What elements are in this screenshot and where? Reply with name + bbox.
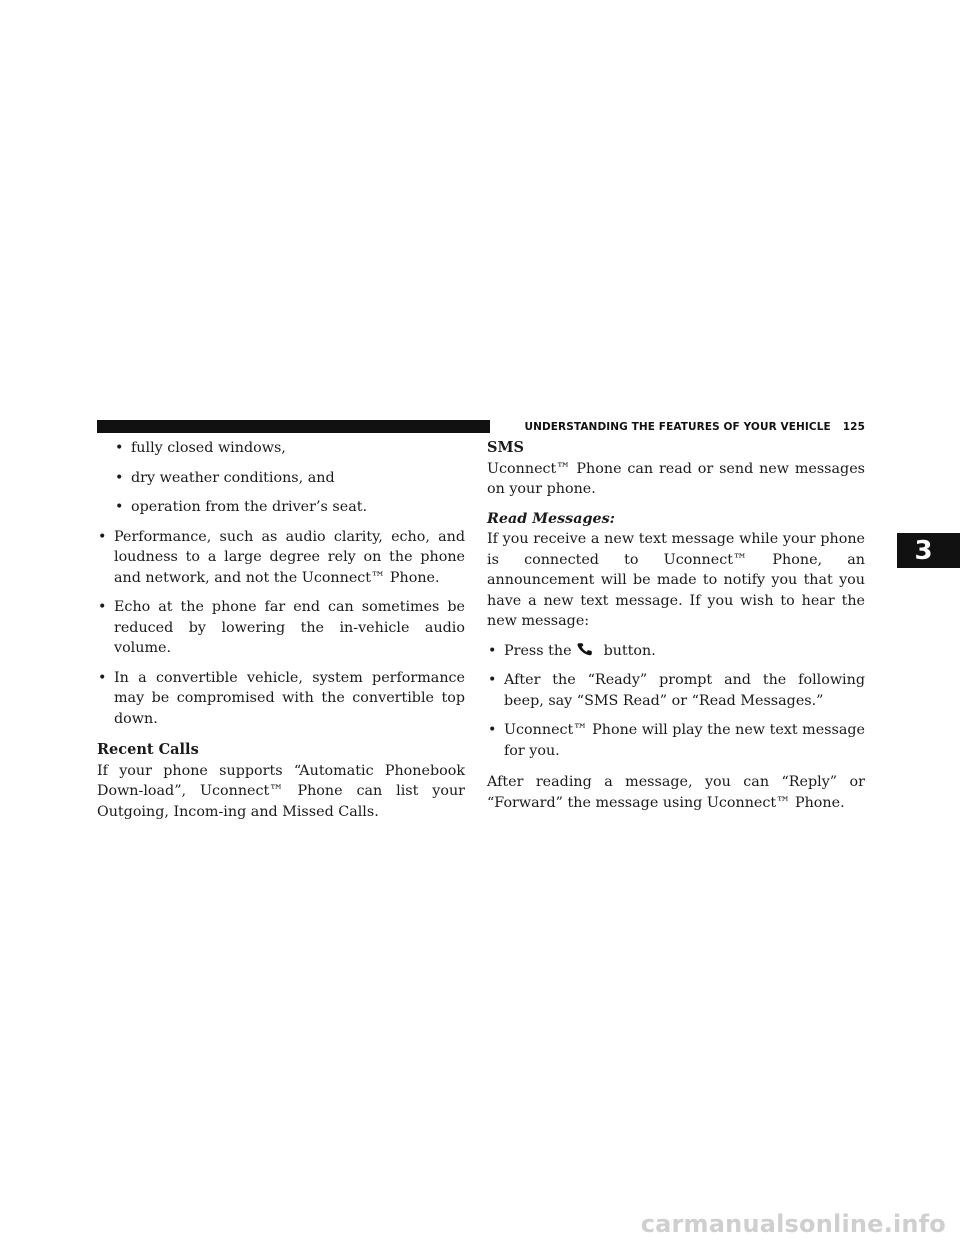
section-heading-sms: SMS	[487, 439, 524, 456]
header-rule	[97, 420, 490, 433]
list-item: • Performance, such as audio clarity, echo, and loudness to a large degree rely on the phone and network, and not the Uconnect™ Phone.	[97, 527, 465, 589]
list-item: • In a convertible vehicle, system performance may be compromised with the convertible top down.	[97, 668, 465, 730]
sub-bullet-list	[97, 438, 465, 518]
running-header	[500, 419, 865, 435]
left-column	[97, 438, 465, 822]
bullet-list	[97, 527, 465, 730]
page-number: 125	[842, 421, 865, 433]
chapter-tab: 3	[897, 533, 960, 568]
list-item-press-button	[487, 641, 865, 662]
subheading-read-messages: Read Messages:	[487, 510, 615, 527]
section-heading-recent-calls: Recent Calls	[97, 741, 199, 758]
list-item: • Uconnect™ Phone will play the new text message for you.	[487, 720, 865, 761]
sms-paragraph: Uconnect™ Phone can read or send new messages on your phone.	[487, 460, 865, 497]
press-prefix: Press the	[504, 642, 572, 659]
press-suffix: button.	[603, 642, 656, 659]
section-title: UNDERSTANDING THE FEATURES OF YOUR VEHICLE	[524, 421, 831, 433]
recent-calls-paragraph: If your phone supports “Automatic Phonebook Down-load”, Uconnect™ Phone can list your Outgoing, Incom-ing and Missed Calls.	[97, 762, 465, 820]
read-messages-paragraph: If you receive a new text message while your phone is connected to Uconnect™ Phone, an announcement will be made to notify you that you have a new text message. If you wish to hear the new message:	[487, 531, 865, 629]
closing-paragraph: After reading a message, you can “Reply” or “Forward” the message using Uconnect™ Phone.	[487, 774, 865, 811]
list-item: • fully closed windows,	[114, 438, 465, 459]
right-column	[487, 438, 865, 813]
list-item: • Echo at the phone far end can sometimes be reduced by lowering the in-vehicle audio volume.	[97, 597, 465, 659]
list-item: • operation from the driver’s seat.	[114, 497, 465, 518]
phone-icon	[576, 642, 596, 656]
list-item: • After the “Ready” prompt and the following beep, say “SMS Read” or “Read Messages.”	[487, 670, 865, 711]
list-item: • dry weather conditions, and	[114, 468, 465, 489]
watermark: carmanualsonline.info	[640, 1210, 946, 1238]
bullet-list	[487, 641, 865, 762]
